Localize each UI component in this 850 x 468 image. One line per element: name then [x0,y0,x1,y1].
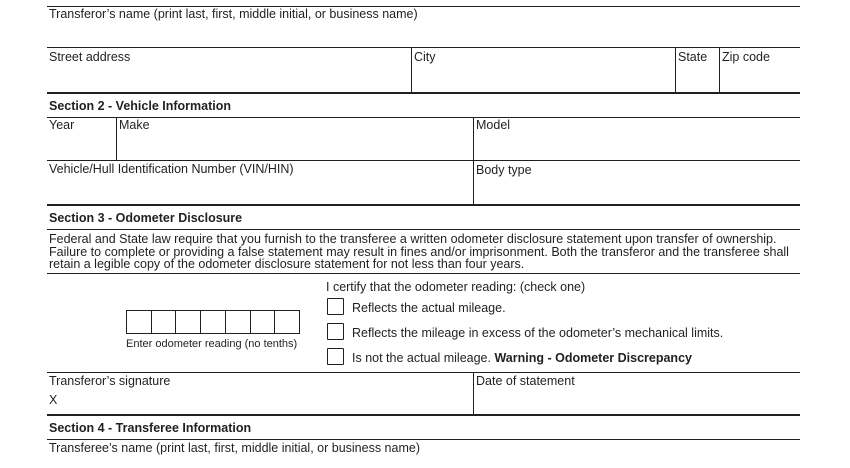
rule-disclosure [47,229,800,230]
rule-section4 [47,414,800,416]
section4-heading: Section 4 - Transferee Information [49,421,252,435]
street-address-field[interactable] [47,65,410,91]
not-actual-mileage-text: Is not the actual mileage. [352,351,491,365]
state-field[interactable] [676,65,718,91]
vin-label: Vehicle/Hull Identification Number (VIN/HIN) [49,162,294,176]
transferor-signature-field[interactable] [62,389,472,413]
street-address-label: Street address [49,50,131,64]
actual-mileage-label: Reflects the actual mileage. [352,301,506,315]
rule-section3 [47,204,800,206]
odometer-digit-box[interactable] [201,311,226,333]
transferor-signature-label: Transferor’s signature [49,374,171,388]
zip-code-field[interactable] [720,65,800,91]
odometer-digit-box[interactable] [152,311,177,333]
transferor-name-field[interactable] [47,22,800,46]
odometer-digit-box[interactable] [251,311,276,333]
body-type-label: Body type [476,163,532,177]
odometer-caption: Enter odometer reading (no tenths) [126,338,298,350]
year-field[interactable] [47,133,115,159]
rule-transferee [47,439,800,440]
rule-signature [47,372,800,373]
model-label: Model [476,118,511,132]
transferor-name-label: Transferor’s name (print last, first, middle initial, or business name) [49,7,418,21]
certify-label: I certify that the odometer reading: (check one) [326,280,586,294]
excess-mileage-label: Reflects the mileage in excess of the odometer’s mechanical limits. [352,326,724,340]
city-field[interactable] [412,65,674,91]
rule-section2 [47,92,800,94]
rule-address [47,47,800,48]
odometer-reading-boxes[interactable] [126,310,300,334]
model-field[interactable] [474,133,800,159]
rule-vin [47,160,800,161]
excess-mileage-checkbox[interactable] [327,323,344,340]
make-label: Make [119,118,150,132]
odometer-discrepancy-warning: Warning - Odometer Discrepancy [494,351,692,365]
transferee-name-field[interactable] [47,455,800,467]
transferee-name-label: Transferee’s name (print last, first, middle initial, or business name) [49,441,420,455]
odometer-digit-box[interactable] [176,311,201,333]
city-label: City [414,50,436,64]
odometer-digit-box[interactable] [127,311,152,333]
disclosure-paragraph: Federal and State law require that you furnish to the transferee a written odometer disclosure statement upon transfer of ownership. Failure to complete or providing a false statement may result in fines and/or imprisonment. Both the transferor and the transferee shall retain a legible copy of the odometer disclosure statement for not less than four years. [49,232,789,271]
signature-x-mark: X [49,393,58,407]
section2-heading: Section 2 - Vehicle Information [49,99,231,113]
zip-code-label: Zip code [722,50,770,64]
section3-heading: Section 3 - Odometer Disclosure [49,211,243,225]
rule-certify [47,273,800,274]
not-actual-mileage-label [352,351,692,365]
vin-field[interactable] [47,177,472,203]
state-label: State [678,50,708,64]
odometer-digit-box[interactable] [226,311,251,333]
date-of-statement-label: Date of statement [476,374,575,388]
rule-vehicle [47,117,800,118]
year-label: Year [49,118,75,132]
actual-mileage-checkbox[interactable] [327,298,344,315]
body-type-field[interactable] [474,177,800,203]
make-field[interactable] [117,133,472,159]
date-of-statement-field[interactable] [474,389,800,413]
odometer-digit-box[interactable] [275,311,299,333]
not-actual-mileage-checkbox[interactable] [327,348,344,365]
